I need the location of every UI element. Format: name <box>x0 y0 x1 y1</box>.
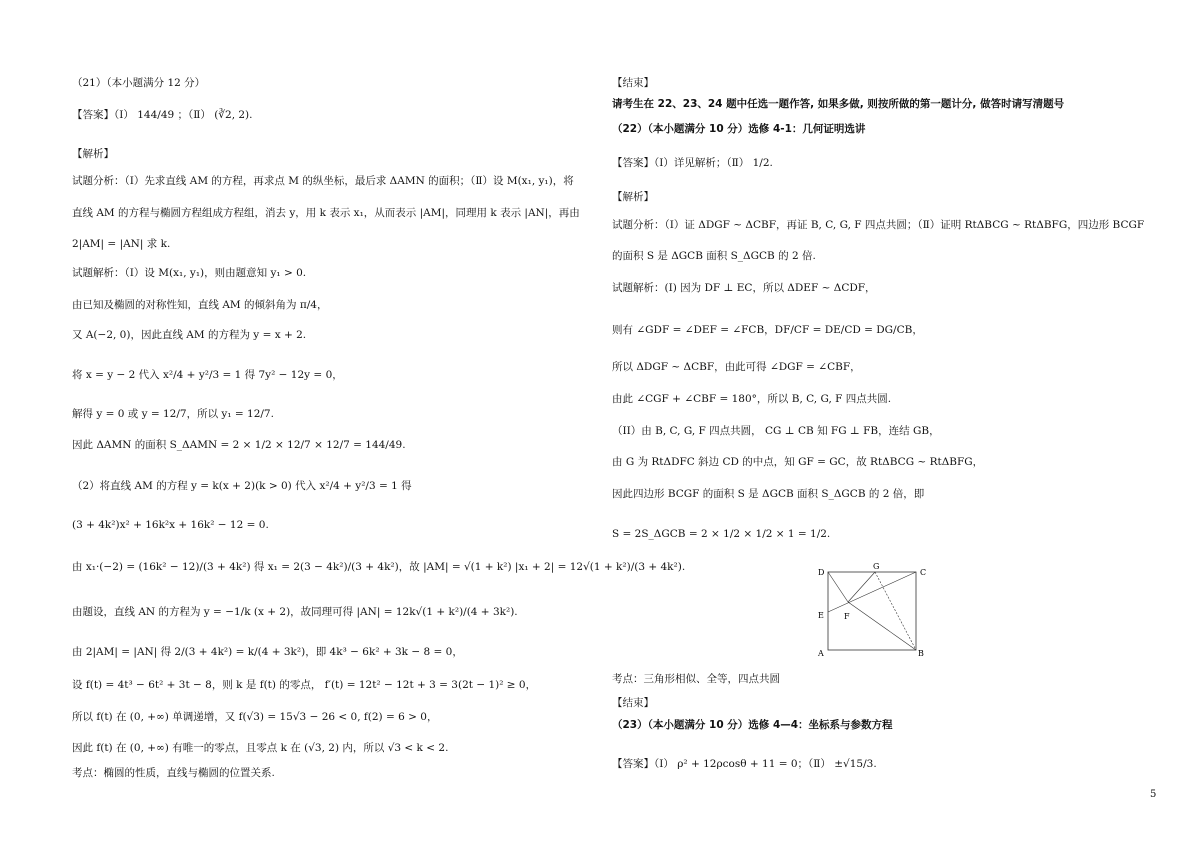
right-text-line: 【结束】 <box>612 77 654 89</box>
left-text-line: 试题分析：（Ⅰ）先求直线 AM 的方程，再求点 M 的纵坐标，最后求 ΔAMN 的面积；（Ⅱ）设 M(x₁, y₁)，将 <box>72 175 574 187</box>
left-text-line: 考点：椭圆的性质，直线与椭圆的位置关系. <box>72 767 275 779</box>
left-text-line: 2|AM| = |AN| 求 k. <box>72 238 171 250</box>
line-gb <box>875 572 916 650</box>
left-text-line: 试题解析：（Ⅰ）设 M(x₁, y₁)，则由题意知 y₁ > 0. <box>72 267 307 279</box>
left-text-line: 将 x = y − 2 代入 x²/4 + y²/3 = 1 得 7y² − 12y = 0， <box>72 369 343 381</box>
left-text-line: （21）（本小题满分 12 分） <box>72 77 206 89</box>
left-text-line: 又 A(−2, 0)，因此直线 AM 的方程为 y = x + 2. <box>72 329 307 341</box>
right-text-line: 【结束】 <box>612 697 654 709</box>
left-text-line: 【解析】 <box>72 148 114 160</box>
left-text-line: 解得 y = 0 或 y = 12/7，所以 y₁ = 12/7. <box>72 408 274 420</box>
left-text-line: 由 2|AM| = |AN| 得 2/(3 + 4k²) = k/(4 + 3k²)，即 4k³ − 6k² + 3k − 8 = 0， <box>72 646 463 658</box>
left-text-line: 设 f(t) = 4t³ − 6t² + 3t − 8，则 k 是 f(t) 的零点， f′(t) = 12t² − 12t + 3 = 3(2t − 1)² ≥ 0， <box>72 679 537 691</box>
right-text-line: 则有 ∠GDF = ∠DEF = ∠FCB，DF/CF = DE/CD = DG/CB， <box>612 324 923 336</box>
right-text-line: 试题分析：（Ⅰ）证 ΔDGF ~ ΔCBF，再证 B, C, G, F 四点共圆；（Ⅱ）证明 RtΔBCG ~ RtΔBFG，四边形 BCGF <box>612 219 1145 231</box>
right-text-line: 【答案】（Ⅰ） ρ² + 12ρcosθ + 11 = 0；（Ⅱ） ±√15/3. <box>612 758 877 770</box>
line-fb <box>848 602 916 650</box>
square-abcd <box>828 572 916 650</box>
left-text-line: 由题设，直线 AN 的方程为 y = −1/k (x + 2)，故同理可得 |AN| = 12k√(1 + k²)/(4 + 3k²). <box>72 606 518 618</box>
left-text-line: 因此 f(t) 在 (0, +∞) 有唯一的零点，且零点 k 在 (√3, 2) 内，所以 √3 < k < 2. <box>72 742 449 754</box>
right-text-line: 由 G 为 RtΔDFC 斜边 CD 的中点，知 GF = GC，故 RtΔBCG ~ RtΔBFG， <box>612 456 984 468</box>
label-c: C <box>920 568 927 577</box>
right-text-line: 由此 ∠CGF + ∠CBF = 180°，所以 B, C, G, F 四点共圆. <box>612 393 892 405</box>
left-text-line: 【答案】（Ⅰ） 144/49 ；（Ⅱ） (∛2, 2). <box>72 109 253 121</box>
right-text-line: 【答案】（Ⅰ）详见解析；（Ⅱ） 1/2. <box>612 157 773 169</box>
left-text-line: 由已知及椭圆的对称性知，直线 AM 的倾斜角为 π/4， <box>72 299 328 311</box>
right-text-line: （22）（本小题满分 10 分）选修 4-1：几何证明选讲 <box>612 123 866 135</box>
left-text-line: 由 x₁·(−2) = (16k² − 12)/(3 + 4k²) 得 x₁ = 2(3 − 4k²)/(3 + 4k²)，故 |AM| = √(1 + k²) |x₁ + 2| = 12√(1 + k²)/(3 + 4k²). <box>72 561 686 573</box>
left-text-line: 所以 f(t) 在 (0, +∞) 单调递增，又 f(√3) = 15√3 − 26 < 0, f(2) = 6 > 0， <box>72 711 438 723</box>
left-text-line: （2）将直线 AM 的方程 y = k(x + 2)(k > 0) 代入 x²/4 + y²/3 = 1 得 <box>72 480 412 492</box>
right-text-line: 因此四边形 BCGF 的面积 S 是 ΔGCB 面积 S_ΔGCB 的 2 倍，即 <box>612 488 925 500</box>
label-f: F <box>844 612 850 621</box>
right-text-line: 请考生在 22、23、24 题中任选一题作答, 如果多做, 则按所做的第一题计分, 做答时请写清题号 <box>612 98 1065 110</box>
right-text-line: 的面积 S 是 ΔGCB 面积 S_ΔGCB 的 2 倍. <box>612 250 816 262</box>
label-g: G <box>873 562 880 571</box>
label-d: D <box>818 568 825 577</box>
left-text-line: 直线 AM 的方程与椭圆方程组成方程组，消去 y，用 k 表示 x₁，从而表示 |AM|，同理用 k 表示 |AN|，再由 <box>72 207 580 219</box>
right-text-line: 所以 ΔDGF ~ ΔCBF，由此可得 ∠DGF = ∠CBF， <box>612 361 861 373</box>
line-df <box>828 572 848 602</box>
label-a: A <box>818 649 824 658</box>
geometry-figure <box>810 562 930 662</box>
right-text-line: 考点：三角形相似、全等，四点共圆 <box>612 673 780 685</box>
right-text-line: 【解析】 <box>612 191 654 203</box>
left-text-line: 因此 ΔAMN 的面积 S_ΔAMN = 2 × 1/2 × 12/7 × 12/7 = 144/49. <box>72 439 406 451</box>
label-b: B <box>918 649 924 658</box>
right-text-line: 试题解析：(I) 因为 DF ⊥ EC，所以 ΔDEF ~ ΔCDF， <box>612 282 876 294</box>
line-fg <box>848 572 875 602</box>
right-text-line: （II）由 B, C, G, F 四点共圆， CG ⊥ CB 知 FG ⊥ FB，连结 GB， <box>612 425 940 437</box>
left-text-line: (3 + 4k²)x² + 16k²x + 16k² − 12 = 0. <box>72 519 269 531</box>
page-number: 5 <box>1150 789 1157 800</box>
label-e: E <box>818 611 824 620</box>
right-text-line: （23）（本小题满分 10 分）选修 4—4：坐标系与参数方程 <box>612 719 893 731</box>
right-text-line: S = 2S_ΔGCB = 2 × 1/2 × 1/2 × 1 = 1/2. <box>612 528 831 540</box>
